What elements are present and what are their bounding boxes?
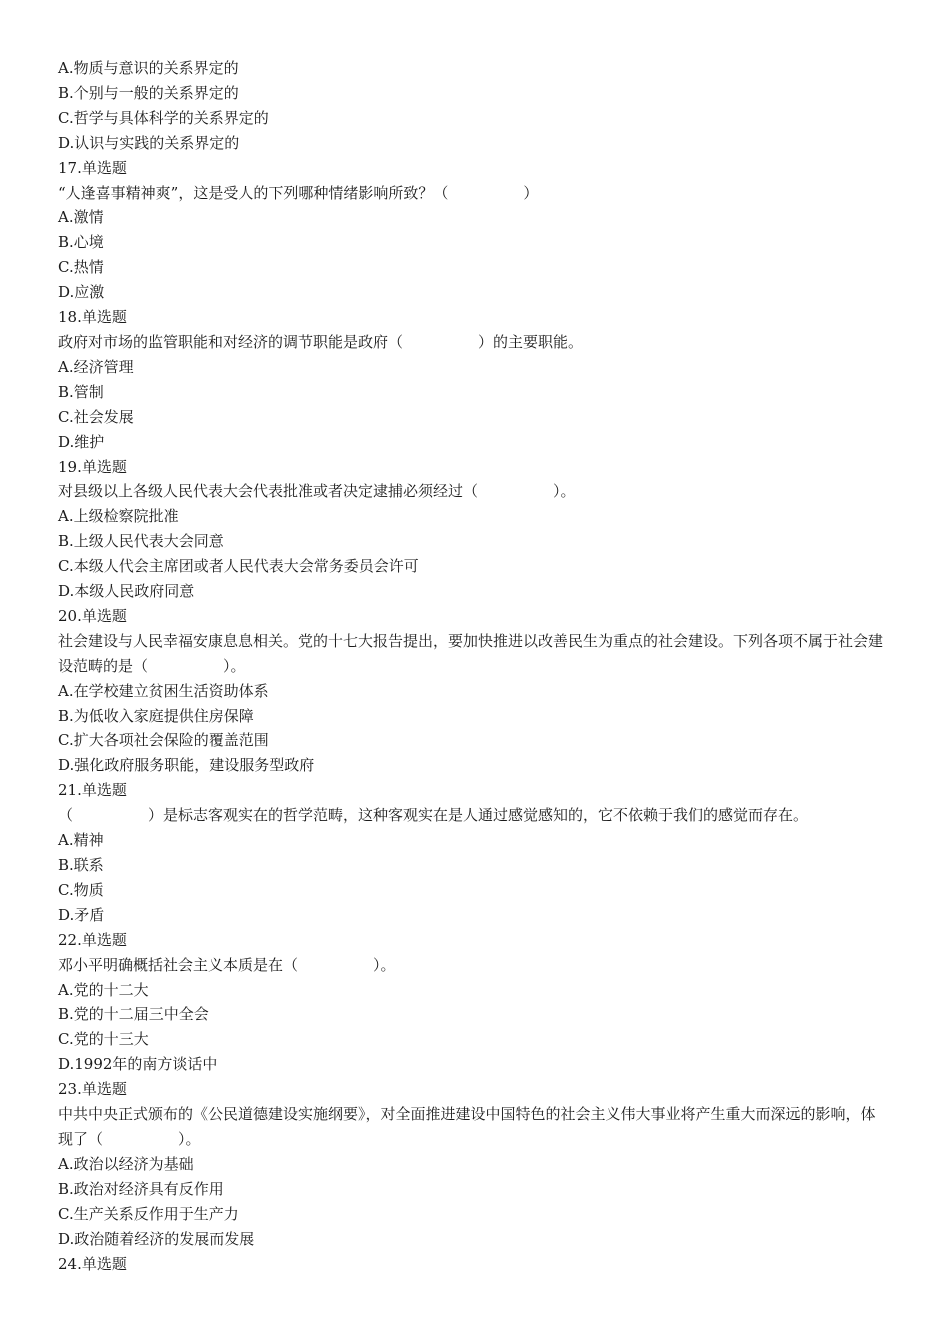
answer-option: D.矛盾 (58, 905, 105, 924)
answer-option: A.政治以经济为基础 (58, 1154, 194, 1173)
answer-option: D.认识与实践的关系界定的 (58, 133, 240, 152)
question-header: 22.单选题 (58, 930, 127, 949)
answer-option: B.党的十二届三中全会 (58, 1005, 209, 1024)
question-text: 中共中央正式颁布的《公民道德建设实施纲要》，对全面推进建设中国特色的社会主义伟大事业将产生重大而深远的影响，体现了（ ）。 (58, 1105, 876, 1148)
answer-option: C.扩大各项社会保险的覆盖范围 (58, 731, 269, 750)
question-text: 邓小平明确概括社会主义本质是在（ ）。 (58, 955, 396, 974)
answer-option: C.党的十三大 (58, 1030, 149, 1049)
question-text: （ ）是标志客观实在的哲学范畴，这种客观实在是人通过感觉感知的，它不依赖于我们的感觉而存在。 (58, 806, 809, 825)
answer-option: C.热情 (58, 258, 104, 277)
question-header: 21.单选题 (58, 781, 127, 800)
answer-option: B.个别与一般的关系界定的 (58, 83, 239, 102)
answer-option: C.哲学与具体科学的关系界定的 (58, 108, 269, 127)
question-header: 23.单选题 (58, 1080, 127, 1099)
answer-option: D.政治随着经济的发展而发展 (58, 1229, 255, 1248)
answer-option: B.管制 (58, 382, 104, 401)
answer-option: B.上级人民代表大会同意 (58, 532, 224, 551)
answer-option: A.党的十二大 (58, 980, 149, 999)
question-text: 对县级以上各级人民代表大会代表批准或者决定逮捕必须经过（ ）。 (58, 482, 576, 501)
answer-option: D.应激 (58, 283, 105, 302)
question-header: 17.单选题 (58, 158, 127, 177)
answer-option: A.物质与意识的关系界定的 (58, 59, 239, 77)
answer-option: B.心境 (58, 233, 104, 252)
question-text: 政府对市场的监管职能和对经济的调节职能是政府（ ）的主要职能。 (58, 332, 584, 351)
answer-option: B.联系 (58, 856, 104, 874)
question-header: 19.单选题 (58, 457, 127, 476)
answer-option: A.激情 (58, 208, 104, 227)
answer-option: A.在学校建立贫困生活资助体系 (58, 681, 269, 700)
question-header: 24.单选题 (58, 1254, 127, 1273)
answer-option: B.政治对经济具有反作用 (58, 1179, 224, 1198)
answer-option: A.经济管理 (58, 357, 134, 376)
answer-option: D.强化政府服务职能，建设服务型政府 (58, 756, 315, 775)
answer-option: C.社会发展 (58, 407, 134, 426)
answer-option: C.生产关系反作用于生产力 (58, 1204, 239, 1223)
question-header: 20.单选题 (58, 606, 127, 625)
answer-option: A.上级检察院批准 (58, 507, 179, 526)
answer-option: C.物质 (58, 880, 104, 899)
answer-option: C.本级人代会主席团或者人民代表大会常务委员会许可 (58, 557, 419, 576)
answer-option: B.为低收入家庭提供住房保障 (58, 706, 254, 725)
answer-option: D.本级人民政府同意 (58, 582, 195, 601)
answer-option: A.精神 (58, 831, 104, 850)
question-header: 18.单选题 (58, 308, 127, 327)
question-text: 社会建设与人民幸福安康息息相关。党的十七大报告提出，要加快推进以改善民生为重点的社会建设。下列各项不属于社会建设范畴的是（ ）。 (58, 631, 884, 675)
answer-option: D.1992年的南方谈话中 (58, 1055, 218, 1074)
answer-option: D.维护 (58, 432, 105, 451)
question-text: “人逢喜事精神爽”，这是受人的下列哪种情绪影响所致？（ ） (58, 183, 539, 202)
document-body (58, 56, 888, 1276)
